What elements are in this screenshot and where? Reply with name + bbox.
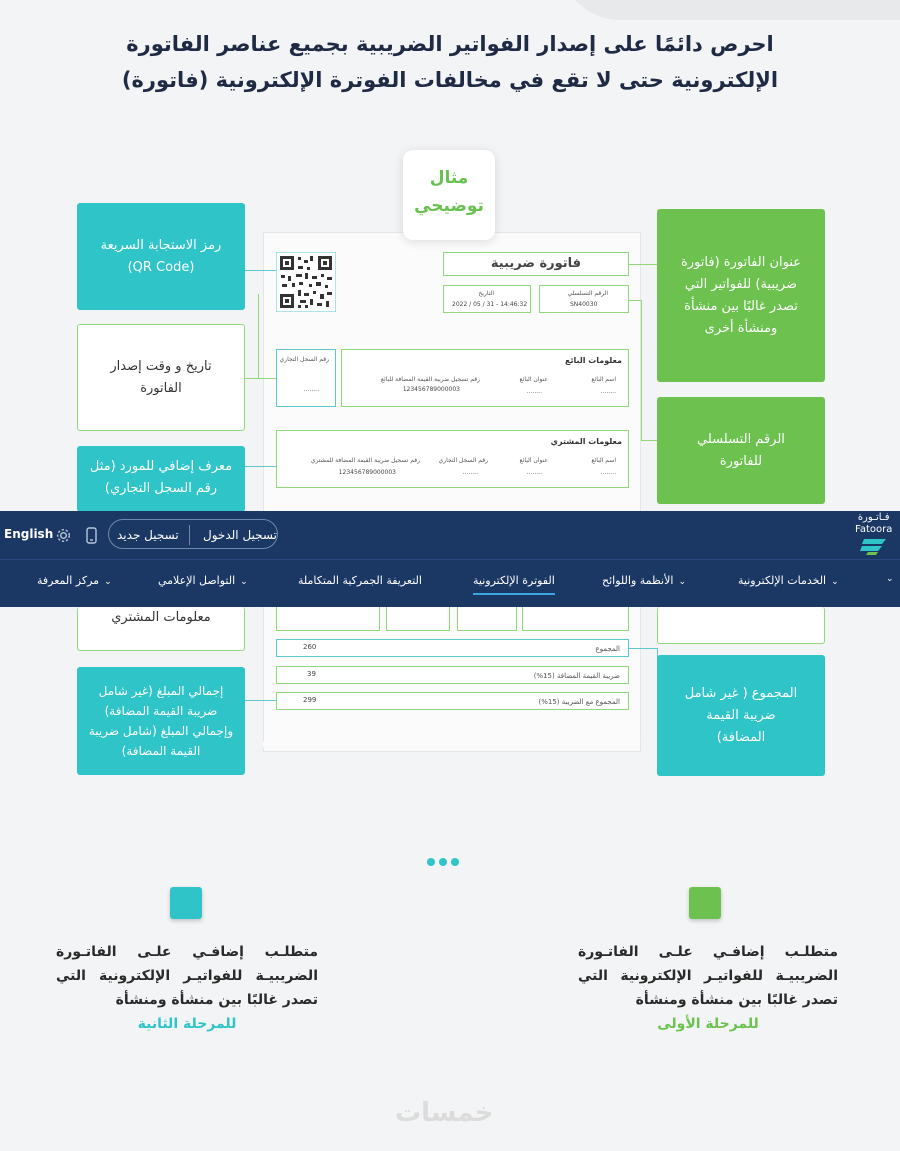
chevron-down-icon: ⌄ xyxy=(240,577,248,587)
example-badge-line-2: توضيحي xyxy=(414,196,484,216)
headline-line-2: الإلكترونية حتى لا تقع في مخالفات الفوترة الإلكترونية (فاتورة) xyxy=(121,68,779,92)
items-cell-3 xyxy=(457,607,517,631)
buyer-name-label: اسم البائع xyxy=(591,457,616,464)
phase2-marker-icon xyxy=(170,887,202,919)
buyer-vat-value: 123456789000003 xyxy=(338,469,396,476)
chevron-down-icon: ⌄ xyxy=(104,577,112,587)
card-qr-code xyxy=(77,203,245,310)
seller-vat-label: رقم تسجيل ضريبة القيمة المضافة للبائع xyxy=(380,376,480,383)
invoice-serial-box xyxy=(539,285,629,313)
buyer-cr-value: ........ xyxy=(462,469,478,476)
grand-total-row xyxy=(276,692,629,710)
buyer-vat-label: رقم تسجيل ضريبة القيمة المضافة للمشتري xyxy=(310,457,420,464)
connector-qr xyxy=(245,270,276,271)
watermark: خمسات xyxy=(395,1098,494,1128)
top-navbar xyxy=(0,511,900,559)
seller-address-value: ........ xyxy=(526,388,542,395)
card-supplier-id xyxy=(77,446,245,512)
phase1-label: للمرحلة الأولى xyxy=(657,1016,759,1032)
example-badge-line-1: مثال xyxy=(429,168,469,188)
auth-buttons xyxy=(108,519,278,549)
card-serial-number-text: الرقم التسلسلي للفاتورة xyxy=(697,431,785,469)
seller-cr-label: رقم السجل التجاري xyxy=(279,356,329,363)
seller-cr-box xyxy=(276,349,336,407)
logo-arabic: فـاتـورة xyxy=(857,512,890,523)
carousel-dot[interactable] xyxy=(439,858,447,866)
card-total-text: المجموع ( غير شامل ضريبة القيمة المضافة) xyxy=(684,685,798,745)
connector-datetime xyxy=(245,378,276,379)
menu-label: التواصل الإعلامي xyxy=(158,574,236,587)
vat-row xyxy=(276,666,629,684)
connector-total xyxy=(629,648,658,715)
menu-media[interactable] xyxy=(158,574,248,587)
chevron-down-icon: ⌄ xyxy=(831,577,839,587)
language-switch[interactable]: English xyxy=(4,527,54,541)
grand-total-label: المجموع مع الضريبة (15%) xyxy=(538,698,620,706)
card-totals xyxy=(77,667,245,775)
menu-regulations[interactable] xyxy=(602,574,686,587)
seller-info-box xyxy=(341,349,629,407)
carousel-dot[interactable] xyxy=(427,858,435,866)
seller-address-label: عنوان البائع xyxy=(519,376,548,383)
buyer-name-value: ........ xyxy=(600,469,616,476)
seller-name-label: اسم البائع xyxy=(591,376,616,383)
connector-serial xyxy=(641,440,657,441)
phase1-marker-icon xyxy=(689,887,721,919)
vat-label: ضريبة القيمة المضافة (15%) xyxy=(533,672,620,680)
card-totals-text: إجمالي المبلغ (غير شامل ضريبة القيمة المضافة) وإجمالي المبلغ (شامل ضريبة القيمة المضافة) xyxy=(88,684,234,758)
qr-code-icon xyxy=(276,252,336,312)
serial-label: الرقم التسلسلي xyxy=(567,290,608,297)
buyer-title: معلومات المشتري xyxy=(550,437,622,446)
connector-supplier xyxy=(245,466,276,467)
invoice-title: فاتورة ضريبية xyxy=(490,256,582,271)
card-invoice-title-text: عنوان الفاتورة (فاتورة ضريبية) للفواتير التي تصدر غالبًا بين منشأة ومنشأة أخرى xyxy=(680,254,802,336)
date-value: 2022 / 05 / 31 - 14:46:32 xyxy=(452,301,528,308)
chevron-down-icon[interactable]: ⌄ xyxy=(886,574,894,584)
gear-icon[interactable] xyxy=(56,528,71,543)
card-total xyxy=(657,655,825,776)
grand-total-value: 299 xyxy=(303,696,317,704)
example-badge xyxy=(403,150,495,240)
connector-title xyxy=(629,264,657,265)
menu-knowledge-center[interactable] xyxy=(37,574,112,587)
buyer-info-box xyxy=(276,430,629,488)
requirement-phase1 xyxy=(578,940,838,1036)
page-headline xyxy=(90,26,810,98)
menu-label: مركز المعرفة xyxy=(37,574,100,587)
phase2-label: للمرحلة الثانية xyxy=(137,1016,237,1032)
items-cell-1 xyxy=(276,607,380,631)
buyer-address-label: عنوان البائع xyxy=(519,457,548,464)
seller-cr-value: ........ xyxy=(303,386,319,393)
requirement-phase2 xyxy=(56,940,318,1036)
main-menu xyxy=(0,559,900,607)
menu-e-invoicing[interactable] xyxy=(473,574,555,595)
serial-value: SN40030 xyxy=(570,301,598,308)
card-serial-number xyxy=(657,397,825,504)
connector-datetime-v xyxy=(258,294,279,378)
invoice-paper-edge xyxy=(263,742,641,754)
seller-vat-value: 123456789000003 xyxy=(402,386,460,393)
card-buyer-info-text: معلومات المشتري xyxy=(111,610,211,625)
date-label: التاريخ xyxy=(478,290,494,297)
connector-totals xyxy=(245,700,276,701)
phase1-text: متطلـب إضافـي علـى الفاتـورة الضريبيـة للفواتيـر الإلكترونية التي تصدر غالبًا بين منشأة ومنشأة xyxy=(578,944,838,1008)
card-datetime xyxy=(77,324,245,431)
card-hidden-right xyxy=(657,607,825,644)
seller-title: معلومات البائع xyxy=(564,356,622,365)
buyer-address-value: ........ xyxy=(526,469,542,476)
menu-label: التعريفة الجمركية المتكاملة xyxy=(298,574,422,587)
chevron-down-icon: ⌄ xyxy=(678,577,686,587)
invoice-title-box xyxy=(443,252,629,276)
total-value: 260 xyxy=(303,643,317,651)
card-buyer-info xyxy=(77,607,245,651)
fatoora-logo[interactable] xyxy=(855,512,892,560)
total-label: المجموع xyxy=(595,645,620,653)
fatoora-logo-icon xyxy=(858,536,890,556)
vat-value: 39 xyxy=(307,670,316,678)
menu-label: الأنظمة واللوائح xyxy=(602,574,674,587)
headline-line-1: احرص دائمًا على إصدار الفواتير الضريبية بجميع عناصر الفاتورة xyxy=(126,32,774,56)
connector-serial-v xyxy=(629,300,642,441)
card-invoice-title xyxy=(657,209,825,382)
phase2-text: متطلـب إضافـي علـى الفاتـورة الضريبيـة للفواتيـر الإلكترونية التي تصدر غالبًا بين منشأة ومنشأة xyxy=(56,944,318,1008)
buyer-cr-label: رقم السجل التجاري xyxy=(438,457,488,464)
background-decoration xyxy=(560,0,900,20)
menu-e-services[interactable] xyxy=(738,574,839,587)
logo-english: Fatoora xyxy=(855,524,893,535)
carousel-dots xyxy=(425,851,461,870)
total-row xyxy=(276,639,629,657)
mobile-icon[interactable] xyxy=(86,527,97,544)
menu-label: الفوترة الإلكترونية xyxy=(473,574,555,587)
carousel-dot[interactable] xyxy=(451,858,459,866)
invoice-date-box xyxy=(443,285,531,313)
card-supplier-id-text: معرف إضافي للمورد (مثل رقم السجل التجاري) xyxy=(89,459,233,496)
seller-name-value: ........ xyxy=(600,388,616,395)
card-datetime-text: تاريخ و وقت إصدار الفاتورة xyxy=(110,358,212,396)
register-button[interactable]: تسجيل جديد xyxy=(117,528,179,542)
items-cell-2 xyxy=(386,607,450,631)
menu-customs-tariff[interactable] xyxy=(298,574,422,587)
items-cell-4 xyxy=(522,607,629,631)
auth-divider xyxy=(189,525,190,545)
login-button[interactable]: تسجيل الدخول xyxy=(203,528,277,542)
menu-label: الخدمات الإلكترونية xyxy=(738,574,827,587)
card-qr-code-text: رمز الاستجابة السريعة (QR Code) xyxy=(100,237,222,275)
